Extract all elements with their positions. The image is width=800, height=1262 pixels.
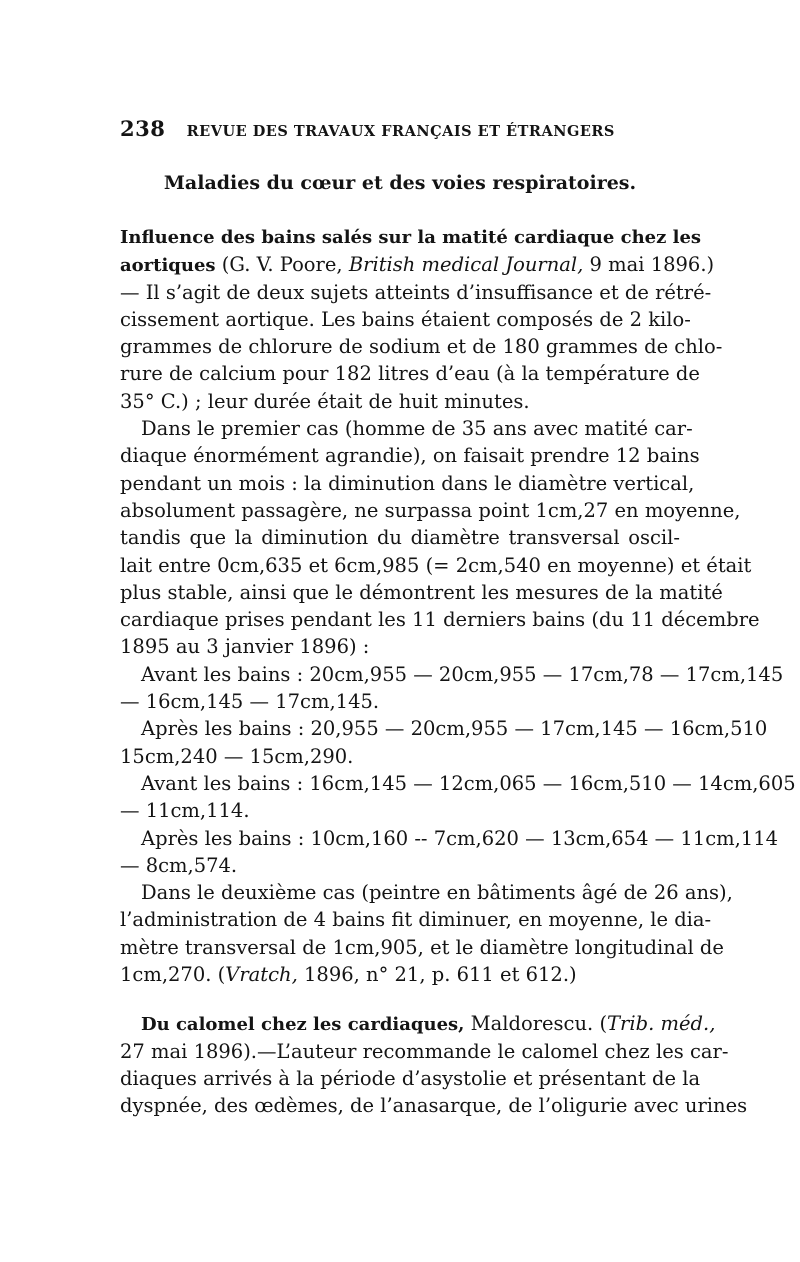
article-title: Influence des bains salés sur la matité cardiaque chez les [120, 227, 702, 248]
text-line: grammes de chlorure de sodium et de 180 grammes de chlo- [120, 335, 723, 359]
citation: (G. V. Poore, [221, 253, 343, 277]
text-line: 27 mai 1896).—L’auteur recommande le calomel chez les car- [120, 1039, 729, 1063]
page-header [120, 116, 680, 141]
author: Maldorescu. ( [470, 1012, 608, 1036]
measurement-line: Avant les bains : 16cm,145 — 12cm,065 — 16cm,510 — 14cm,605 [141, 771, 796, 795]
text-line [120, 251, 715, 278]
measurement-line: — 16cm,145 — 17cm,145. [120, 690, 380, 714]
text-line: l’administration de 4 bains fit diminuer, en moyenne, le dia- [120, 908, 712, 932]
text-line: pendant un mois : la diminution dans le diamètre vertical, [120, 471, 695, 495]
text-line [120, 961, 680, 988]
citation: 1cm,270. ( [120, 963, 226, 987]
article-title: Du calomel chez les cardiaques, [141, 1014, 465, 1036]
journal-name: British medical Journal, [348, 253, 584, 277]
citation-ref: 1896, n° 21, p. 611 et 612.) [304, 963, 577, 987]
text-line: cissement aortique. Les bains étaient composés de 2 kilo- [120, 307, 691, 331]
text-line: diaque énormément agrandie), on faisait prendre 12 bains [120, 444, 700, 468]
text-line: 1895 au 3 janvier 1896) : [120, 635, 370, 659]
measurement-line: 15cm,240 — 15cm,290. [120, 744, 354, 768]
text-line: Dans le premier cas (homme de 35 ans avec matité car- [141, 417, 693, 441]
measurement-line: — 8cm,574. [120, 853, 238, 877]
text-line: tandis que la diminution du diamètre transversal oscil- [120, 526, 680, 550]
body-text [120, 224, 796, 1120]
text-line: rure de calcium pour 182 litres d’eau (à la température de [120, 362, 700, 386]
measurement-line: Après les bains : 10cm,160 -- 7cm,620 — 13cm,654 — 11cm,114 [141, 826, 779, 850]
journal-name: Trib. méd., [607, 1012, 716, 1036]
text-line: — Il s’agit de deux sujets atteints d’insuffisance et de rétré- [120, 280, 712, 304]
measurement-line: — 11cm,114. [120, 799, 250, 823]
paragraph-gap [120, 988, 680, 1010]
text-line: lait entre 0cm,635 et 6cm,985 (= 2cm,540 en moyenne) et était [120, 553, 752, 577]
text-line: Dans le deuxième cas (peintre en bâtiments âgé de 26 ans), [141, 881, 733, 905]
text-line [120, 1010, 716, 1037]
article-title-end: aortiques [120, 255, 216, 277]
text-line: diaques arrivés à la période d’asystolie et présentant de la [120, 1066, 701, 1090]
text-line: 35° C.) ; leur durée était de huit minutes. [120, 389, 530, 413]
section-title: Maladies du cœur et des voies respiratoires. [163, 172, 637, 194]
text-line: dyspnée, des œdèmes, de l’anasarque, de l’oligurie avec urines [120, 1094, 748, 1118]
text-line: cardiaque prises pendant les 11 derniers bains (du 11 décembre [120, 608, 760, 632]
text-line: plus stable, ainsi que le démontrent les mesures de la matité [120, 580, 723, 604]
measurement-line: Avant les bains : 20cm,955 — 20cm,955 — 17cm,78 — 17cm,145 [141, 662, 784, 686]
text-line: absolument passagère, ne surpassa point 1cm,27 en moyenne, [120, 498, 741, 522]
citation-date: 9 mai 1896.) [589, 253, 715, 277]
text-line: mètre transversal de 1cm,905, et le diamètre longitudinal de [120, 935, 724, 959]
measurement-line: Après les bains : 20,955 — 20cm,955 — 17cm,145 — 16cm,510 [141, 717, 768, 741]
running-title: REVUE DES TRAVAUX FRANÇAIS ET ÉTRANGERS [186, 123, 615, 140]
journal-name: Vratch, [225, 963, 298, 987]
page-number: 238 [120, 116, 166, 141]
